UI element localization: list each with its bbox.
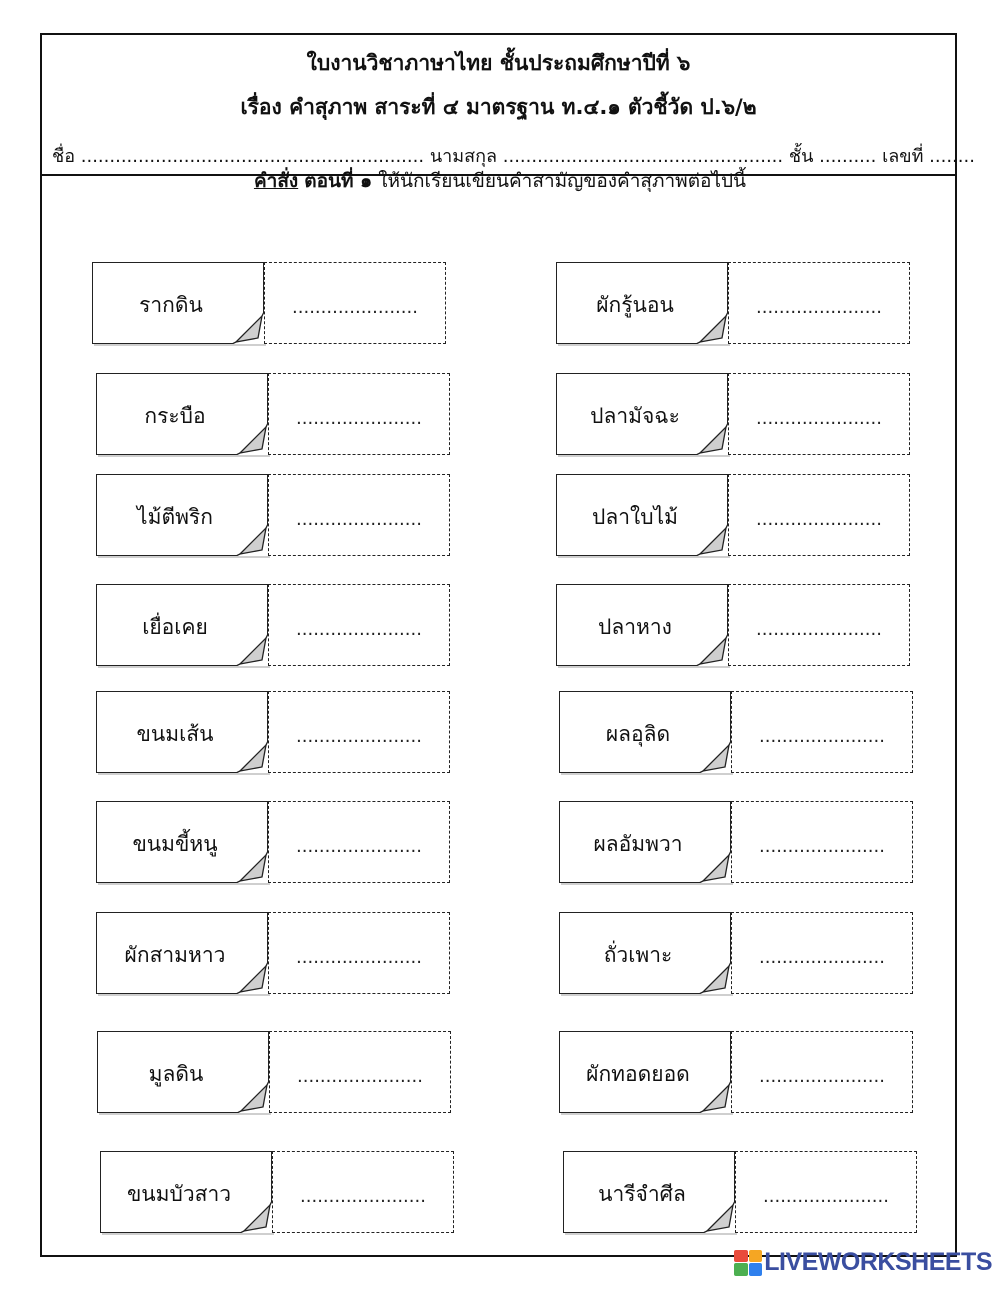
polite-word: ปลามัจฉะ: [590, 404, 680, 428]
answer-blank[interactable]: ......................: [296, 509, 422, 530]
name-label: ชื่อ: [52, 146, 76, 167]
page-curl-icon: [699, 1081, 731, 1113]
word-card: [556, 584, 728, 666]
answer-blank[interactable]: ......................: [759, 947, 885, 968]
exercise-item: [559, 912, 915, 994]
exercise-item: [96, 691, 452, 773]
answer-blank[interactable]: ......................: [756, 408, 882, 429]
polite-word: ผักทอดยอด: [586, 1062, 690, 1086]
page-curl-icon: [696, 634, 728, 666]
exercise-item: [559, 801, 915, 883]
instruction-text: ให้นักเรียนเขียนคำสามัญของคำสุภาพต่อไปนี้: [378, 170, 747, 192]
worksheet-header: [42, 35, 975, 176]
page-curl-icon: [236, 524, 268, 556]
page-curl-icon: [240, 1201, 272, 1233]
answer-input-box[interactable]: [731, 691, 913, 773]
instruction: [0, 166, 1000, 196]
class-field[interactable]: ..........: [819, 146, 877, 167]
word-card: [100, 1151, 272, 1233]
exercise-item: [556, 262, 912, 344]
answer-input-box[interactable]: [268, 801, 450, 883]
badge-square: [734, 1250, 748, 1263]
answer-input-box[interactable]: [728, 584, 910, 666]
answer-input-box[interactable]: [268, 373, 450, 455]
word-card: [559, 912, 731, 994]
polite-word: ผักสามหาว: [124, 943, 226, 967]
answer-blank[interactable]: ......................: [300, 1186, 426, 1207]
word-card: [96, 912, 268, 994]
word-card: [559, 801, 731, 883]
polite-word: ผลอุลิด: [605, 722, 671, 746]
answer-input-box[interactable]: [268, 912, 450, 994]
exercise-item: [96, 474, 452, 556]
number-field[interactable]: ........: [929, 146, 975, 167]
page-curl-icon: [236, 851, 268, 883]
polite-word: ผักรู้นอน: [596, 293, 674, 317]
word-card: [96, 691, 268, 773]
exercise-item: [96, 801, 452, 883]
exercise-item: [559, 691, 915, 773]
exercise-item: [556, 474, 912, 556]
answer-blank[interactable]: ......................: [759, 726, 885, 747]
word-card: [96, 584, 268, 666]
polite-word: ปลาใบไม้: [592, 505, 678, 529]
worksheet-subtitle: เรื่อง คำสุภาพ สาระที่ ๔ มาตรฐาน ท.๔.๑ ตัวชี้วัด ป.๖/๒: [240, 95, 757, 119]
answer-input-box[interactable]: [728, 262, 910, 344]
answer-blank[interactable]: ......................: [292, 297, 418, 318]
answer-blank[interactable]: ......................: [297, 1066, 423, 1087]
page-curl-icon: [696, 524, 728, 556]
badge-square: [734, 1263, 748, 1276]
answer-blank[interactable]: ......................: [296, 408, 422, 429]
exercise-item: [97, 1031, 453, 1113]
word-card: [96, 801, 268, 883]
answer-input-box[interactable]: [272, 1151, 454, 1233]
instruction-part: ตอนที่ ๑: [304, 170, 373, 192]
exercise-item: [556, 373, 912, 455]
name-field[interactable]: ............................................................: [80, 146, 425, 167]
word-card: [559, 691, 731, 773]
polite-word: กระบือ: [144, 404, 206, 428]
page-curl-icon: [699, 741, 731, 773]
answer-blank[interactable]: ......................: [296, 836, 422, 857]
page-curl-icon: [237, 1081, 269, 1113]
badge-square: [749, 1250, 763, 1263]
answer-input-box[interactable]: [264, 262, 446, 344]
answer-input-box[interactable]: [268, 691, 450, 773]
page-curl-icon: [696, 423, 728, 455]
word-card: [92, 262, 264, 344]
page-curl-icon: [703, 1201, 735, 1233]
worksheet-title: ใบงานวิชาภาษาไทย ชั้นประถมศึกษาปีที่ ๖: [306, 51, 691, 75]
word-card: [556, 262, 728, 344]
exercise-item: [556, 584, 912, 666]
answer-input-box[interactable]: [269, 1031, 451, 1113]
word-card: [97, 1031, 269, 1113]
answer-blank[interactable]: ......................: [296, 726, 422, 747]
answer-input-box[interactable]: [735, 1151, 917, 1233]
answer-input-box[interactable]: [731, 912, 913, 994]
exercise-item: [96, 373, 452, 455]
exercise-item: [96, 584, 452, 666]
polite-word: ขนมเส้น: [136, 722, 214, 746]
polite-word: ขนมขี้หนู: [132, 832, 218, 856]
polite-word: ขนมบัวสาว: [126, 1182, 232, 1206]
answer-input-box[interactable]: [728, 474, 910, 556]
polite-word: ถั่วเพาะ: [603, 943, 673, 967]
word-card: [556, 373, 728, 455]
polite-word: มูลดิน: [148, 1062, 204, 1086]
number-label: เลขที่: [882, 146, 924, 167]
surname-label: นามสกุล: [429, 146, 498, 167]
word-card: [96, 373, 268, 455]
page-curl-icon: [236, 741, 268, 773]
surname-field[interactable]: .................................................: [502, 146, 784, 167]
badge-square: [749, 1263, 763, 1276]
polite-word: นารีจำศีล: [598, 1182, 686, 1206]
exercise-item: [96, 912, 452, 994]
answer-blank[interactable]: ......................: [296, 619, 422, 640]
brand-name: LIVEWORKSHEETS: [764, 1248, 992, 1276]
answer-blank[interactable]: ......................: [756, 297, 882, 318]
exercise-item: [563, 1151, 919, 1233]
answer-blank[interactable]: ......................: [759, 836, 885, 857]
exercise-item: [92, 262, 448, 344]
exercise-item: [559, 1031, 915, 1113]
polite-word: ไม้ตีพริก: [137, 505, 213, 529]
answer-blank[interactable]: ......................: [756, 509, 882, 530]
page-curl-icon: [236, 423, 268, 455]
answer-input-box[interactable]: [731, 801, 913, 883]
word-card: [559, 1031, 731, 1113]
page-curl-icon: [699, 851, 731, 883]
word-card: [96, 474, 268, 556]
liveworksheets-badge-icon: [734, 1250, 762, 1276]
page-curl-icon: [699, 962, 731, 994]
instruction-keyword: คำสั่ง: [253, 170, 299, 192]
polite-word: ปลาหาง: [598, 615, 672, 639]
answer-input-box[interactable]: [731, 1031, 913, 1113]
answer-blank[interactable]: ......................: [759, 1066, 885, 1087]
answer-blank[interactable]: ......................: [763, 1186, 889, 1207]
word-card: [556, 474, 728, 556]
polite-word: ผลอัมพวา: [593, 832, 683, 856]
class-label: ชั้น: [788, 146, 814, 167]
exercise-item: [100, 1151, 456, 1233]
liveworksheets-logo: [734, 1248, 992, 1277]
answer-input-box[interactable]: [268, 474, 450, 556]
page-curl-icon: [236, 634, 268, 666]
polite-word: รากดิน: [139, 293, 203, 317]
answer-blank[interactable]: ......................: [756, 619, 882, 640]
answer-input-box[interactable]: [268, 584, 450, 666]
answer-blank[interactable]: ......................: [296, 947, 422, 968]
polite-word: เยื่อเคย: [142, 615, 208, 639]
word-card: [563, 1151, 735, 1233]
page-curl-icon: [236, 962, 268, 994]
page-curl-icon: [696, 312, 728, 344]
page-curl-icon: [232, 312, 264, 344]
answer-input-box[interactable]: [728, 373, 910, 455]
